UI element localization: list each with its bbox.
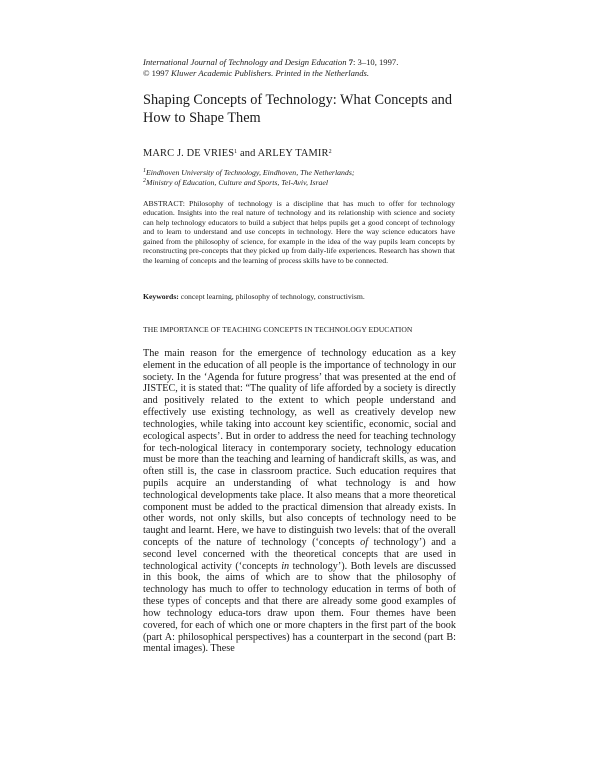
author-affiliation-marker: 1 xyxy=(234,149,238,155)
affiliation-marker: 1 xyxy=(143,168,146,174)
body-paragraph xyxy=(143,348,456,655)
journal-citation-line1 xyxy=(143,57,473,68)
body-emphasis: of xyxy=(360,537,369,548)
journal-citation xyxy=(143,57,473,78)
journal-pages-year: : 3–10, 1997. xyxy=(352,57,399,67)
author-line xyxy=(143,148,473,159)
body-text: technology’). Both levels are discussed in this book, the aims of which are to show that the philosophy of technology has much to offer to technology education in terms of both of these types of concepts and that there are already some good examples of how technology educa-tors draw upon them. Four themes have been covered, for each of which one or more chapters in the first part of the book (part A: philosophical perspectives) has a counterpart in the second (part B: mental images). These xyxy=(143,560,456,655)
journal-volume: 7 xyxy=(348,57,353,67)
abstract: ABSTRACT: Philosophy of technology is a discipline that has much to offer for technology education. Insights into the real nature of technology and its relationship with science and society can help technology educators to build a subject that helps pupils get a good concept of technology and to learn to understand and use concepts in technology. Here the way science educators have gained from the philosophy of science, for example in the idea of the way pupils learn concepts by reconstructing pre-concepts that they picked up from daily-life experiences. Research has shown that the learning of concepts and the learning of process skills have to be connected. xyxy=(143,199,455,265)
section-heading: THE IMPORTANCE OF TEACHING CONCEPTS IN TECHNOLOGY EDUCATION xyxy=(143,325,413,334)
journal-citation-line2 xyxy=(143,68,473,79)
author-affiliation-marker: 2 xyxy=(328,149,332,155)
body-text: The main reason for the emergence of technology education as a key element in the education of all people is the importance of technology in our society. In the ‘Agenda for future progress’ that was presented at the end of JISTEC, it is stated that: “The quality of life afforded by a society is directly and positively related to the extent to which people understand and effectively use existing technology, as well as creatively develop new technologies, while taking into account key scientific, economic, social and ecological aspects’. But in order to address the need for teaching technology for tech-nological literacy in contemporary society, technology education must be more than the teaching and learning of handicraft skills, as was, and often still is, the case in classroom practice. Such education requires that pupils acquire an understanding of what technology is and how technological developments take place. It also means that a more theoretical component must be added to the practical dimension that already exists. In other words, not only skills, but also concepts of technology need to be taught and learnt. Here, we have to distinguish two levels: that of the overall concepts of the nature of technology (‘concepts xyxy=(143,348,456,548)
body-text: technology’) and a second level concerned with the theoretical concepts that are used in technological activity (‘concepts xyxy=(143,537,456,572)
author-name: MARC J. DE VRIES xyxy=(143,148,235,159)
affiliation xyxy=(143,178,463,188)
copyright-notice: © 1997 xyxy=(143,67,169,78)
keywords xyxy=(143,292,455,302)
publisher-line: Kluwer Academic Publishers. Printed in the Netherlands. xyxy=(171,67,369,78)
body-emphasis: in xyxy=(281,560,290,572)
keywords-text: concept learning, philosophy of technology, constructivism. xyxy=(178,292,365,301)
journal-name: International Journal of Technology and Design Education xyxy=(143,57,347,67)
author-name: ARLEY TAMIR xyxy=(257,148,329,159)
affiliation-text: Eindhoven University of Technology, Eindhoven, The Netherlands; xyxy=(146,168,355,177)
article-title: Shaping Concepts of Technology: What Concepts and How to Shape Them xyxy=(143,92,452,126)
affiliation-marker: 2 xyxy=(143,178,146,184)
affiliation-text: Ministry of Education, Culture and Sports, Tel-Aviv, Israel xyxy=(146,178,329,187)
affiliation xyxy=(143,168,463,178)
author-conjunction: and xyxy=(237,148,258,159)
keywords-label: Keywords: xyxy=(143,292,179,301)
